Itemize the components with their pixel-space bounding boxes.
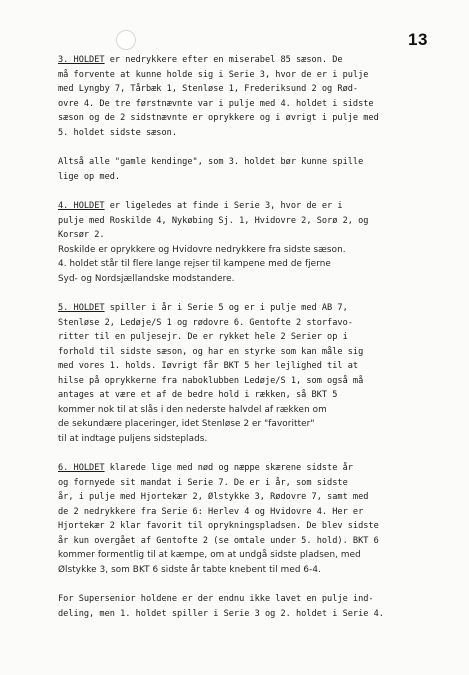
text-line: [58, 607, 458, 622]
line-text: spiller i år i Serie 5 og er i pulje med AB 7,: [104, 303, 348, 313]
line-text: sæson og de 2 sidstnævnte er oprykkere og i øvrigt i pulje med: [58, 113, 379, 123]
section-heading: 4. HOLDET: [58, 201, 105, 211]
text-line: [58, 563, 458, 578]
text-line: [58, 199, 458, 214]
text-line: [58, 592, 458, 607]
line-text: og fornyede sit mandat i Serie 7. De er i år, som sidste: [58, 477, 348, 488]
line-text: Korsør 2.: [58, 230, 105, 240]
text-line: [58, 301, 458, 316]
page-number: 13: [408, 30, 428, 49]
section-6-holdet: [58, 461, 458, 577]
line-text: er nedrykkere efter en miserabel 85 sæson. De: [104, 55, 343, 65]
line-text: 4. holdet står til flere lange rejser til kampene med de fjerne: [58, 259, 331, 269]
text-line: [58, 476, 458, 491]
text-line: [58, 243, 458, 258]
text-line: [58, 316, 458, 331]
line-text: lige op med.: [58, 171, 121, 182]
text-line: [58, 53, 458, 68]
line-text: Altså alle "gamle kendinge", som 3. holdet bør kunne spille: [58, 157, 364, 167]
section-heading: 3. HOLDET: [58, 55, 105, 65]
line-text: For Supersenior holdene er der endnu ikke lavet en pulje ind-: [58, 594, 374, 604]
line-text: år, i pulje med Hjortekær 2, Ølstykke 3, Rødovre 7, samt med: [58, 492, 369, 502]
section-5-holdet: [58, 301, 458, 446]
line-text: pulje med Roskilde 4, Nykøbing Sj. 1, Hvidovre 2, Sorø 2, og: [58, 215, 369, 226]
text-line: [58, 111, 458, 126]
text-line: [58, 388, 458, 403]
text-line: [58, 374, 458, 389]
line-text: Hjortekær 2 klar favorit til oprykningspladsen. De blev sidste: [58, 521, 379, 531]
text-line: [58, 359, 458, 374]
text-line: [58, 214, 458, 229]
line-text: de 2 nedrykkere fra Serie 6: Herlev 4 og Hvidovre 4. Her er: [58, 506, 364, 517]
section-3-holdet: [58, 53, 458, 140]
text-line: [58, 155, 458, 170]
line-text: Roskilde er oprykkere og Hvidovre nedrykkere fra sidste sæson.: [58, 244, 346, 255]
text-line: [58, 534, 458, 549]
line-text: ritter til en puljesejr. De er rykket hele 2 Serier op i: [58, 332, 348, 342]
line-text: år kun overgået af Gentofte 2 (se omtale under 5. hold). BKT 6: [58, 535, 379, 546]
text-line: [58, 126, 458, 141]
line-text: deling, men 1. holdet spiller i Serie 3 og 2. holdet i Serie 4.: [58, 608, 384, 619]
line-text: kommer formentlig til at kæmpe, om at undgå sidste pladsen, med: [58, 550, 361, 560]
document-body: [58, 53, 458, 636]
line-text: med Lyngby 7, Tårbæk 1, Stenløse 1, Frederiksund 2 og Rød-: [58, 84, 359, 94]
text-line: [58, 417, 458, 432]
line-text: er ligeledes at finde i Serie 3, hvor de er i: [104, 201, 343, 211]
text-line: [58, 272, 458, 287]
line-text: 5. holdet sidste sæson.: [58, 127, 177, 138]
text-line: [58, 432, 458, 447]
line-text: til at indtage puljens sidsteplads.: [58, 433, 208, 444]
text-line: [58, 330, 458, 345]
section-heading: 5. HOLDET: [58, 303, 105, 313]
text-line: [58, 548, 458, 563]
line-text: med vores 1. holds. Iøvrigt får BKT 5 her lejlighed til at: [58, 361, 359, 371]
text-line: [58, 519, 458, 534]
text-line: [58, 490, 458, 505]
line-text: forhold til sidste sæson, og har en styrke som kan måle sig: [58, 346, 364, 357]
text-line: [58, 228, 458, 243]
line-text: Ølstykke 3, som BKT 6 sidste år tabte knebent til med 6-4.: [58, 564, 321, 575]
line-text: Syd- og Nordsjællandske modstandere.: [58, 273, 235, 284]
text-line: [58, 68, 458, 83]
text-line: [58, 505, 458, 520]
line-text: må forvente at kunne holde sig i Serie 3, hvor de er i pulje: [58, 69, 369, 80]
line-text: kommer nok til at slås i den nederste halvdel af rækken om: [58, 404, 327, 415]
text-line: [58, 461, 458, 476]
text-line: [58, 345, 458, 360]
line-text: hilse på oprykkerne fra naboklubben Ledøje/S 1, som også må: [58, 375, 364, 386]
line-text: Stenløse 2, Ledøje/S 1 og rødovre 6. Gentofte 2 storfavo-: [58, 317, 353, 328]
punch-hole-mark: [116, 30, 136, 50]
line-text: antages at være et af de bedre hold i rækken, så BKT 5: [58, 390, 338, 400]
text-line: [58, 97, 458, 112]
line-text: ovre 4. De tre førstnævnte var i pulje med 4. holdet i sidste: [58, 98, 374, 109]
text-line: [58, 403, 458, 418]
section-heading: 6. HOLDET: [58, 463, 105, 473]
paragraph-2: [58, 155, 458, 184]
text-line: [58, 170, 458, 185]
section-4-holdet: [58, 199, 458, 286]
text-line: [58, 257, 458, 272]
line-text: klarede lige med nød og næppe skærene sidste år: [104, 463, 353, 473]
line-text: de sekundære placeringer, idet Stenløse 2 er "favoritter": [58, 419, 315, 429]
text-line: [58, 82, 458, 97]
paragraph-6: [58, 592, 458, 621]
